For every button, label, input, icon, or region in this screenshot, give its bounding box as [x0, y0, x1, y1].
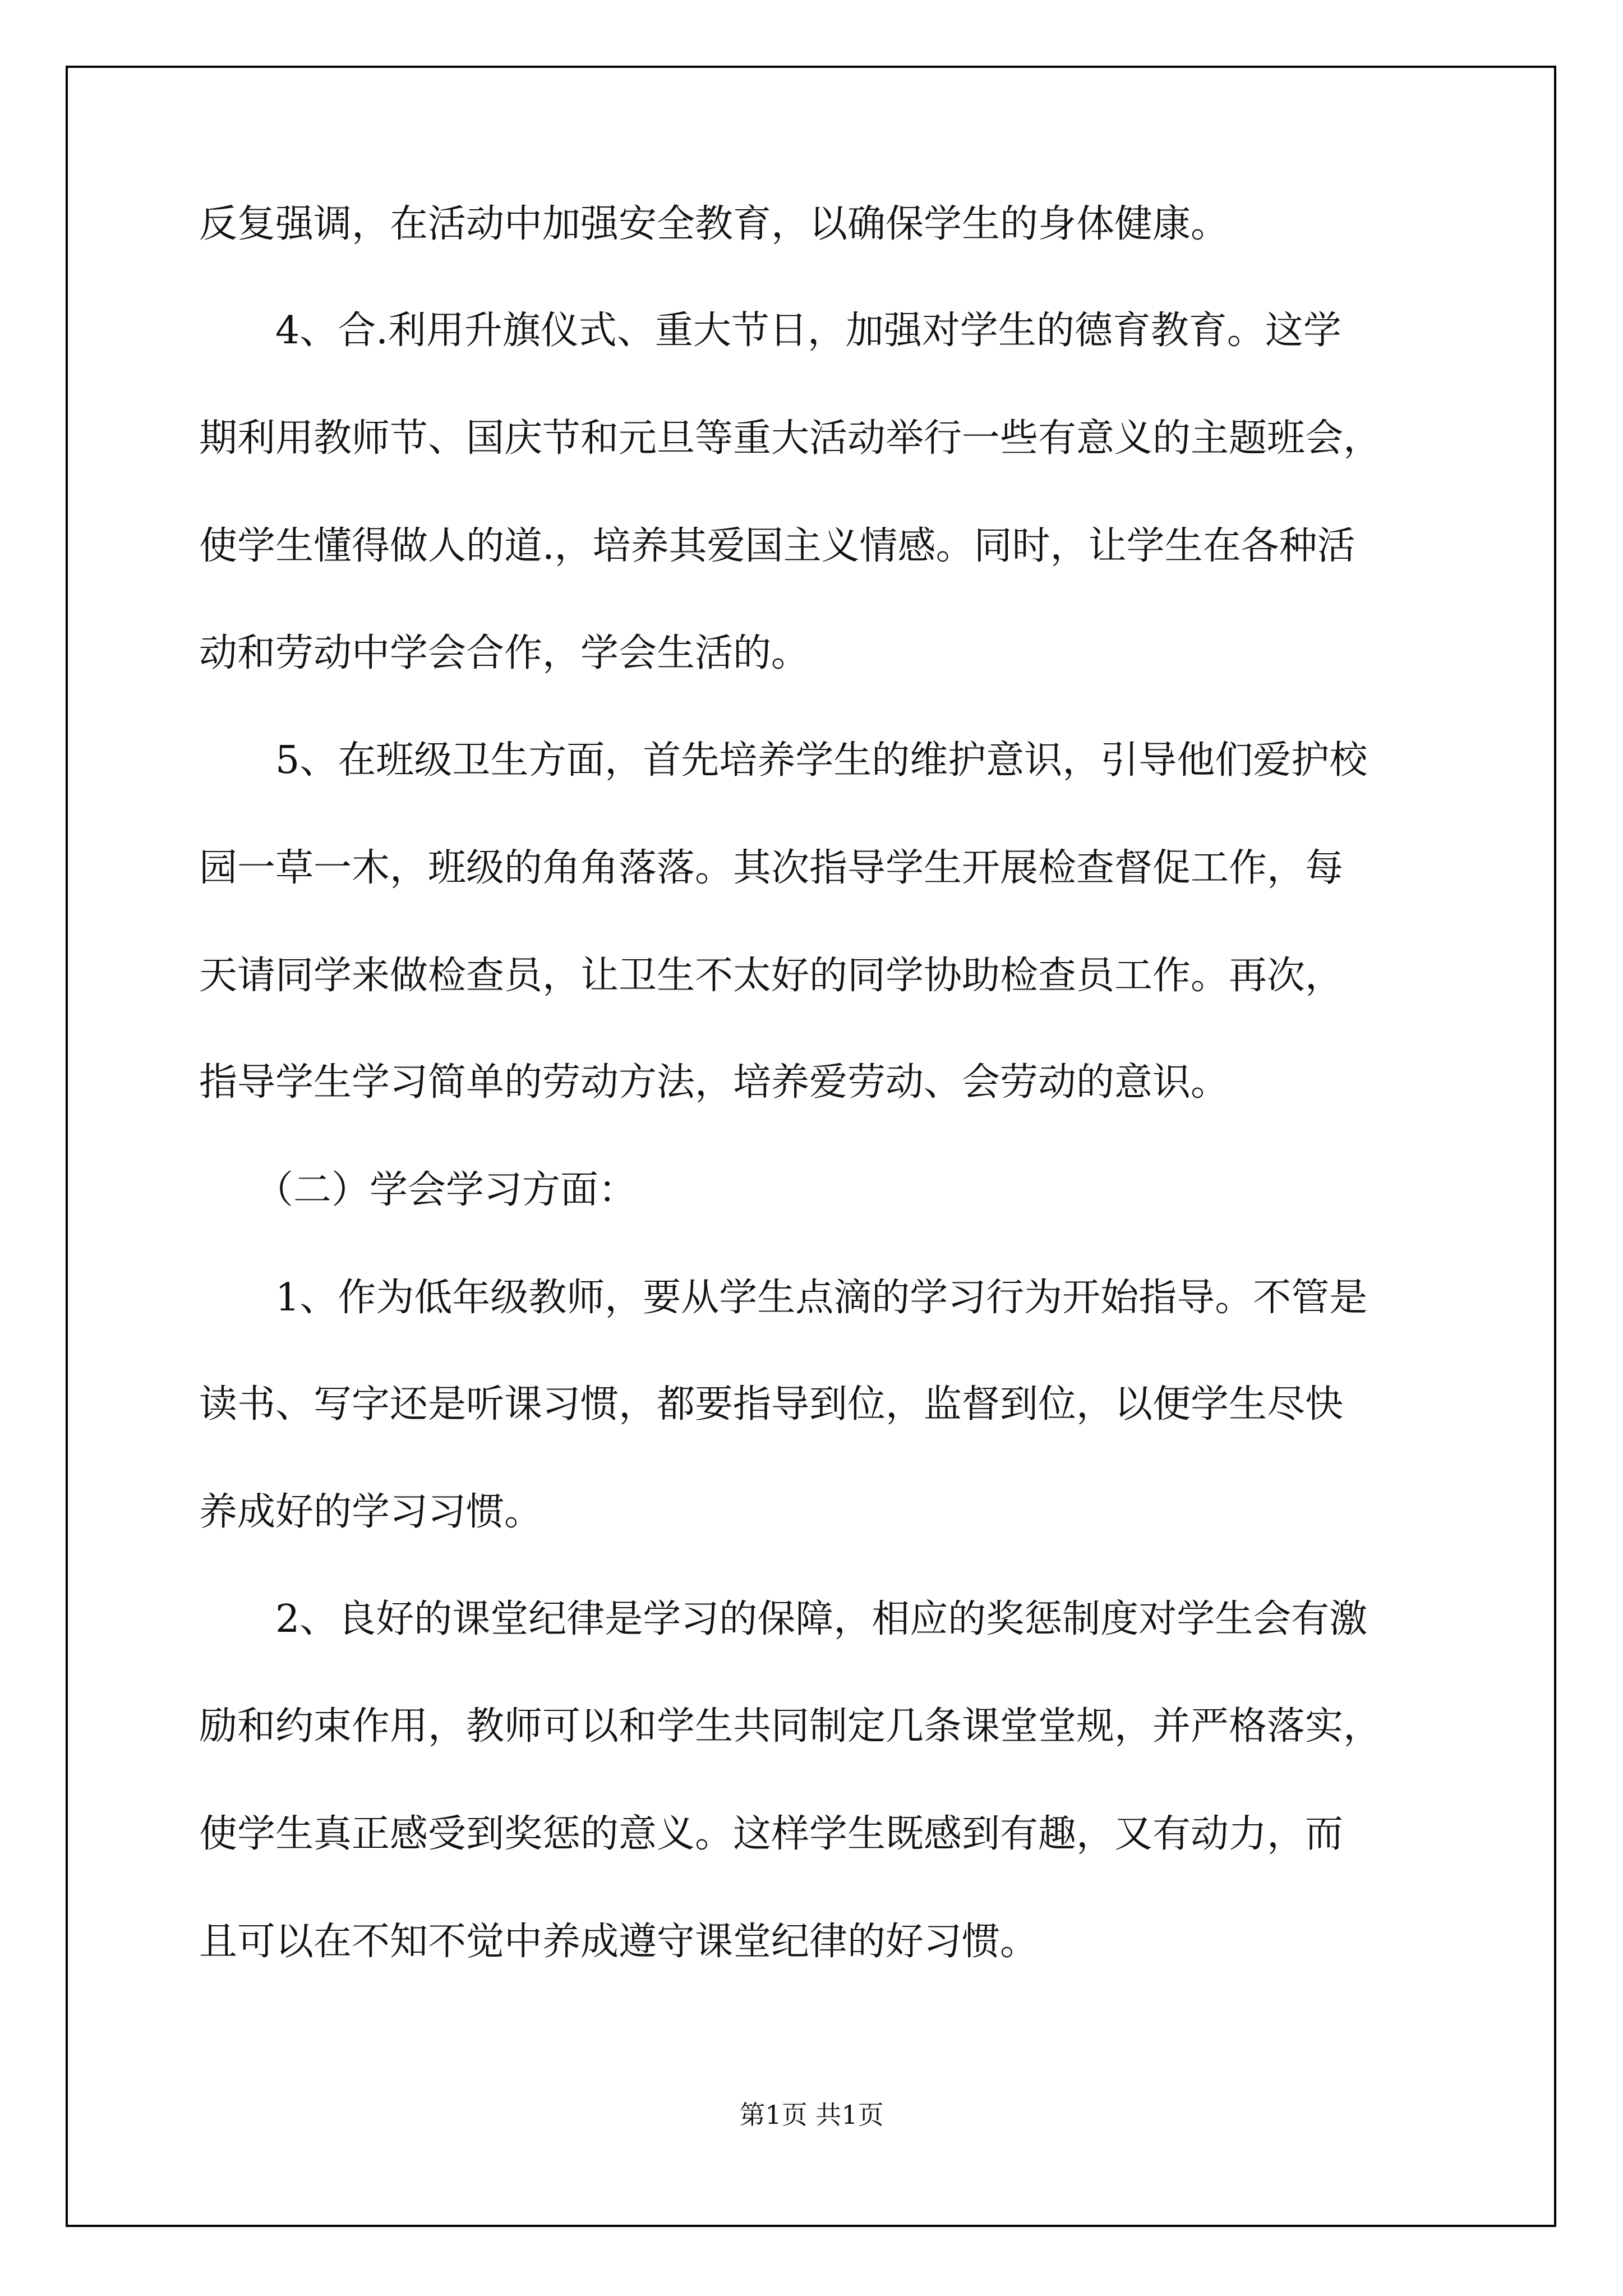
page-border [66, 66, 1556, 2227]
text-line: 反复强调，在活动中加强安全教育，以确保学生的身体健康。 [199, 202, 1229, 246]
text-line: 期利用教师节、国庆节和元旦等重大活动举行一些有意义的主题班会， [199, 416, 1382, 461]
text-line: 天请同学来做检查员，让卫生不太好的同学协助检查员工作。再次， [199, 954, 1344, 998]
section-heading: （二）学会学习方面： [255, 1168, 637, 1212]
text-line: 指导学生学习简单的劳动方法，培养爱劳动、会劳动的意识。 [199, 1060, 1229, 1105]
text-line: 养成好的学习习惯。 [199, 1490, 543, 1534]
text-line: 使学生懂得做人的道.，培养其爱国主义情感。同时，让学生在各种活 [199, 524, 1355, 568]
text-line: 1、作为低年级教师，要从学生点滴的学习行为开始指导。不管是 [275, 1276, 1368, 1320]
text-line: 使学生真正感受到奖惩的意义。这样学生既感到有趣，又有动力，而 [199, 1812, 1344, 1856]
text-line: 且可以在不知不觉中养成遵守课堂纪律的好习惯。 [199, 1920, 1039, 1964]
page-number-footer: 第1页 共1页 [739, 2100, 884, 2130]
text-line: 励和约束作用，教师可以和学生共同制定几条课堂堂规，并严格落实， [199, 1704, 1382, 1749]
text-line: 读书、写字还是听课习惯，都要指导到位，监督到位，以便学生尽快 [199, 1382, 1344, 1427]
text-line: 2、良好的课堂纪律是学习的保障，相应的奖惩制度对学生会有激 [275, 1597, 1368, 1641]
text-line: 园一草一木，班级的角角落落。其次指导学生开展检查督促工作，每 [199, 846, 1344, 890]
text-line: 4、合.利用升旗仪式、重大节日，加强对学生的德育教育。这学 [275, 309, 1341, 353]
text-line: 动和劳动中学会合作，学会生活的。 [199, 631, 810, 675]
text-line: 5、在班级卫生方面，首先培养学生的维护意识，引导他们爱护校 [275, 738, 1368, 783]
